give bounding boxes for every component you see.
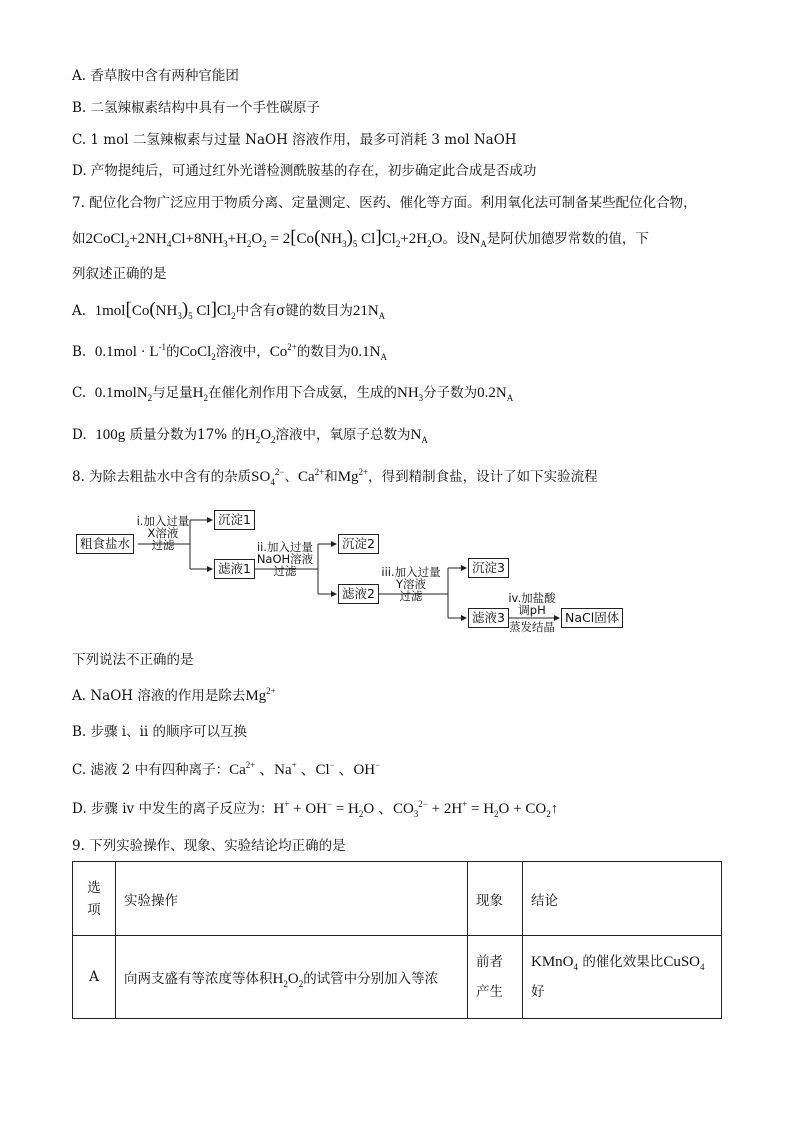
header-option: 选项 [73, 862, 116, 936]
q6-option-b: B. 二氢辣椒素结构中具有一个手性碳原子 [72, 100, 321, 116]
box-filtrate-2: 滤液2 [338, 584, 379, 604]
row-a-operation: 向两支盛有等浓度等体积$H_2O_2$的试管中分别加入等浓 [116, 936, 468, 1019]
header-operation: 实验操作 [116, 862, 468, 936]
q7-stem-line2: 如$2CoCl_2+2NH_4Cl+8NH_3+H_2O_2 = 2[Co(NH_3)_5$ $Cl]Cl_2+2H_2O$。设$N_A$是阿伏加德罗常数的值，下 [72, 227, 649, 249]
step2-label: ii.加入过量 NaOH溶液 过滤 [256, 540, 314, 578]
q8-stem: 8. 为除去粗盐水中含有的杂质$SO_4^{2-}$、$Ca^{2+}$和$Mg^{2+}$，得到精制食盐，设计了如下实验流程 [72, 467, 598, 487]
step4-label: iv.加盐酸 调pH 蒸发结晶 [508, 591, 556, 634]
q8-option-d: D. 步骤 iv 中发生的离子反应为：$H^+ + OH^- = H_2O$ 、$CO_3^{2-} + 2H^+ = H_2O$ + $CO_2↑$ [72, 799, 559, 819]
q6-option-c: C. 1 mol 二氢辣椒素与过量 NaOH 溶液作用，最多可消耗 3 mol NaOH [72, 132, 517, 148]
q8-option-a: A. NaOH 溶液的作用是除去$Mg^{2+}$ [72, 686, 276, 704]
q7-stem-line3: 列叙述正确的是 [72, 266, 167, 282]
q7-option-a: A. $1mol[Co(NH_3)_5$ $Cl]Cl_2$中含有σ键的数目为$21N_A$ [72, 299, 386, 321]
q9-stem: 9. 下列实验操作、现象、实验结论均正确的是 [72, 838, 346, 854]
q8-option-c: C. 滤液 2 中有四种离子：$Ca^{2+}$ 、Na+ 、Cl− 、OH− [72, 760, 381, 778]
q7-option-b: B. $0.1mol \cdot L^{-1}$的CoCl$_2$溶液中，$Co^{2+}$的数目为$0.1N_A$ [72, 342, 387, 362]
q7-stem-line1: 7. 配位化合物广泛应用于物质分离、定量测定、医药、催化等方面。利用氧化法可制备某些配位化合物， [72, 195, 697, 211]
q6-option-a: A. 香草胺中含有两种官能团 [72, 68, 239, 84]
row-a-conclusion: KMnO$_4$ 的催化效果比CuSO$_4$ 好 [523, 936, 722, 1019]
q6-option-d: D. 产物提纯后，可通过红外光谱检测酰胺基的存在，初步确定此合成是否成功 [72, 163, 537, 179]
box-filtrate-3: 滤液3 [468, 608, 509, 628]
box-precipitate-3: 沉淀3 [468, 558, 509, 578]
row-a-option: A [73, 936, 116, 1019]
q7-equation: $2CoCl_2+2NH_4Cl+8NH_3+H_2O_2 = 2[Co(NH_3)_5$ $Cl]Cl_2+2H_2O$ [85, 227, 443, 249]
box-precipitate-2: 沉淀2 [338, 534, 379, 554]
step1-label: i.加入过量 X溶液 过滤 [136, 514, 190, 552]
q9-experiment-table [72, 861, 722, 1019]
header-phenomenon: 现象 [468, 862, 523, 936]
table-row [73, 936, 722, 1019]
box-filtrate-1: 滤液1 [214, 559, 255, 579]
row-a-phenomenon: 前者产生 [468, 936, 523, 1019]
q7-option-c: C. 0.1molN$_2$与足量$H_2$在催化剂作用下合成氨，生成的$NH_3$分子数为$0.2N_A$ [72, 385, 514, 403]
q8-question: 下列说法不正确的是 [72, 652, 194, 668]
box-nacl-solid: NaCl固体 [561, 608, 623, 628]
box-precipitate-1: 沉淀1 [214, 510, 255, 530]
q7-option-d: D. 100g 质量分数为17% 的$H_2O_2$溶液中，氧原子总数为$N_A$ [72, 427, 428, 445]
step3-label: iii.加入过量 Y溶液 过滤 [381, 565, 441, 603]
q8-option-b: B. 步骤 i、ii 的顺序可以互换 [72, 724, 248, 740]
header-conclusion: 结论 [523, 862, 722, 936]
table-header-row [73, 862, 722, 936]
box-crude-brine: 粗食盐水 [76, 534, 134, 554]
